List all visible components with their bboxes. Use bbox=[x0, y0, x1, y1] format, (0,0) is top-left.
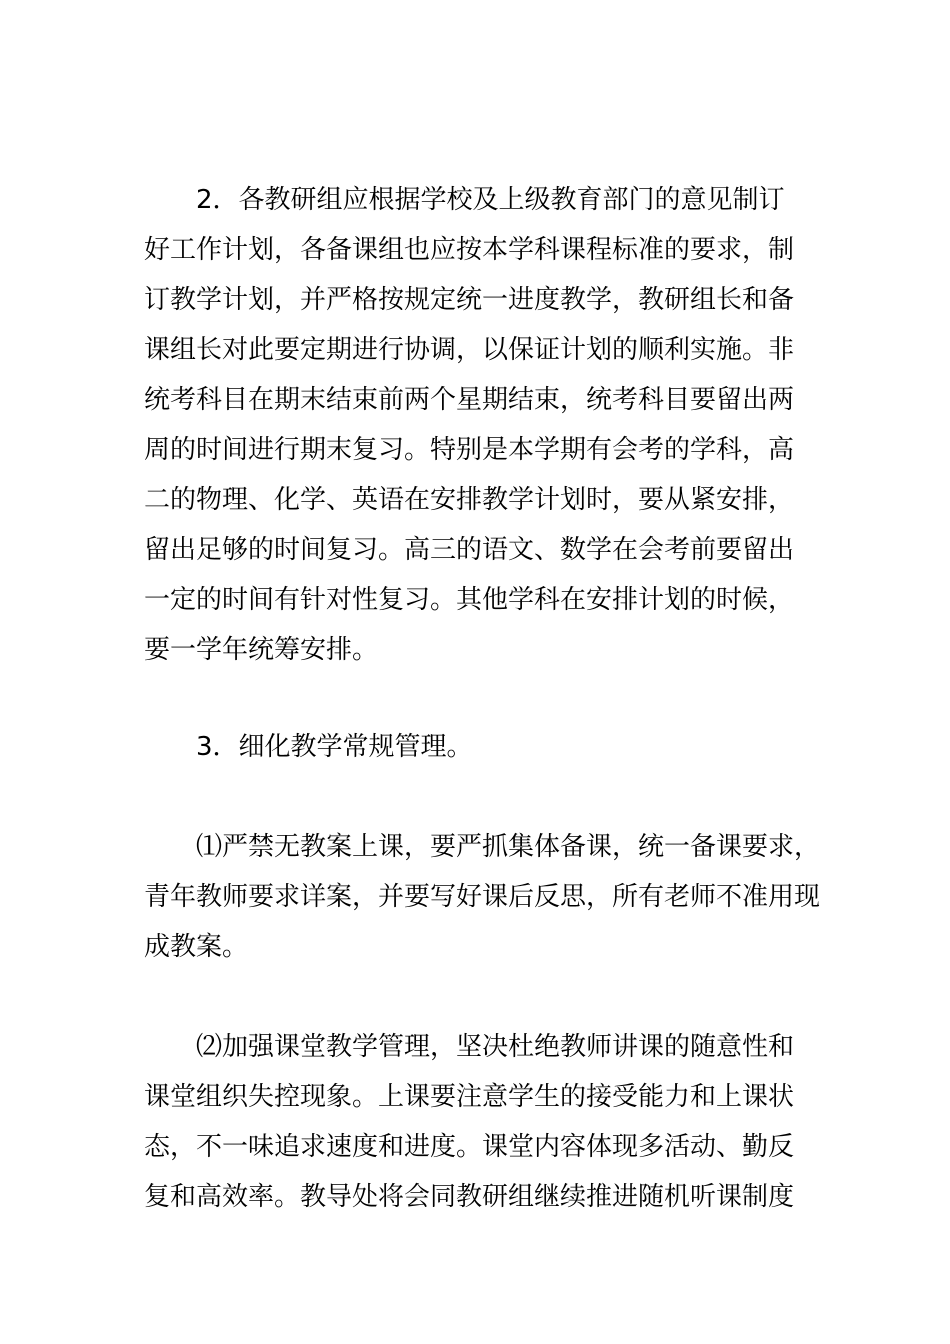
paragraph-heading-routine-management: 3．细化教学常规管理。 bbox=[196, 732, 473, 762]
paragraph-teaching-plan: 2．各教研组应根据学校及上级教育部门的意见制订好工作计划，各备课组也应按本学科课程标准的要求，制订教学计划，并严格按规定统一进度教学，教研组长和备课组长对此要定期进行协调，以保证计划的顺利实施。非统考科目在期末结束前两个星期结束，统考科目要留出两周的时间进行期末复习。特别是本学期有会考的学科，高二的物理、化学、英语在安排教学计划时，要从紧安排，留出足够的时间复习。高三的语文、数学在会考前要留出一定的时间有针对性复习。其他学科在安排计划的时候，要一学年统筹安排。 bbox=[144, 185, 795, 665]
paragraph-lesson-plans: ⑴严禁无教案上课，要严抓集体备课，统一备课要求，青年教师要求详案，并要写好课后反思，所有老师不准用现成教案。 bbox=[144, 832, 821, 962]
paragraph-classroom-management: ⑵加强课堂教学管理，坚决杜绝教师讲课的随意性和课堂组织失控现象。上课要注意学生的接受能力和上课状态，不一味追求速度和进度。课堂内容体现多活动、勤反复和高效率。教导处将会同教研组继续推进随机听课制度 bbox=[144, 1032, 795, 1212]
